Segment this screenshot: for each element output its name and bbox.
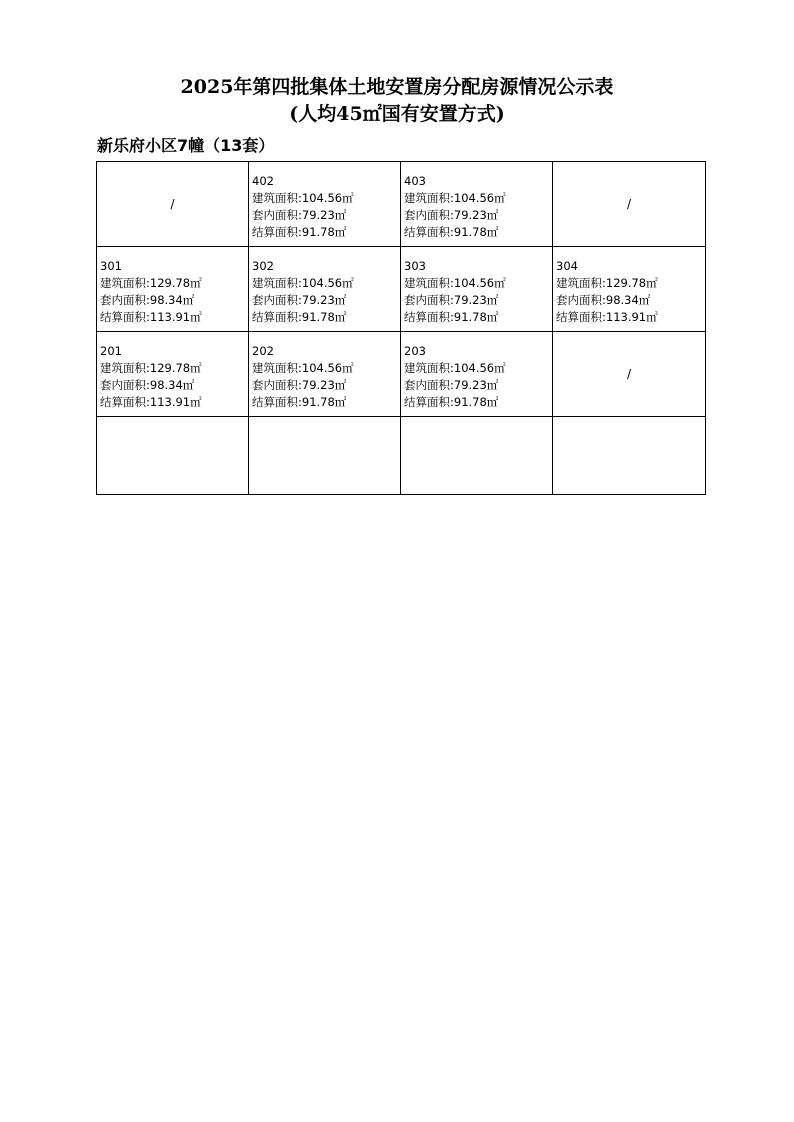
settlement-area-label: 结算面积: — [252, 310, 302, 324]
unit-cell — [401, 247, 553, 332]
unit-number: 402 — [252, 174, 274, 188]
inner-area-label: 套内面积: — [100, 378, 150, 392]
inner-area-label: 套内面积: — [252, 208, 302, 222]
settlement-area-line — [404, 394, 550, 411]
building-area-value: 129.78㎡ — [149, 361, 202, 375]
building-area-line — [404, 275, 550, 292]
building-area-value: 104.56㎡ — [301, 361, 354, 375]
building-area-line — [100, 275, 246, 292]
settlement-area-line — [556, 309, 703, 326]
settlement-area-label: 结算面积: — [404, 225, 454, 239]
slash-mark: / — [626, 196, 632, 211]
unit-cell — [249, 332, 401, 417]
settlement-area-line — [404, 309, 550, 326]
building-area-label: 建筑面积: — [252, 361, 302, 375]
settlement-area-value: 91.78㎡ — [453, 225, 499, 239]
unit-cell — [97, 247, 249, 332]
building-area-value: 104.56㎡ — [301, 276, 354, 290]
unit-cell — [249, 247, 401, 332]
settlement-area-value: 91.78㎡ — [301, 395, 347, 409]
unavailable-cell — [553, 332, 706, 417]
unit-number: 304 — [556, 259, 578, 273]
settlement-area-label: 结算面积: — [252, 225, 302, 239]
unit-cell — [97, 332, 249, 417]
inner-area-label: 套内面积: — [100, 293, 150, 307]
unit-number: 301 — [100, 259, 122, 273]
building-area-value: 104.56㎡ — [453, 276, 506, 290]
building-area-line — [556, 275, 703, 292]
unit-number: 303 — [404, 259, 426, 273]
inner-area-line — [404, 377, 550, 394]
unit-cell — [553, 247, 706, 332]
inner-area-line — [556, 292, 703, 309]
inner-area-label: 套内面积: — [556, 293, 606, 307]
table-row — [97, 247, 706, 332]
inner-area-line — [252, 207, 398, 224]
building-area-label: 建筑面积: — [404, 191, 454, 205]
settlement-area-value: 113.91㎡ — [149, 310, 202, 324]
inner-area-line — [404, 292, 550, 309]
unavailable-cell — [553, 162, 706, 247]
unit-number: 203 — [404, 344, 426, 358]
settlement-area-label: 结算面积: — [404, 310, 454, 324]
inner-area-value: 79.23㎡ — [453, 208, 499, 222]
table-row — [97, 162, 706, 247]
unit-number: 202 — [252, 344, 274, 358]
inner-area-label: 套内面积: — [252, 293, 302, 307]
unit-number: 403 — [404, 174, 426, 188]
settlement-area-label: 结算面积: — [556, 310, 606, 324]
inner-area-value: 98.34㎡ — [149, 293, 195, 307]
inner-area-label: 套内面积: — [404, 208, 454, 222]
settlement-area-line — [100, 309, 246, 326]
document-subtitle: (人均45㎡国有安置方式) — [289, 103, 505, 125]
unit-cell — [401, 162, 553, 247]
table-row-empty — [97, 417, 706, 495]
inner-area-line — [252, 377, 398, 394]
inner-area-label: 套内面积: — [404, 293, 454, 307]
building-area-label: 建筑面积: — [252, 191, 302, 205]
unit-number: 201 — [100, 344, 122, 358]
slash-mark: / — [626, 366, 632, 381]
inner-area-label: 套内面积: — [252, 378, 302, 392]
building-area-value: 104.56㎡ — [453, 361, 506, 375]
housing-allocation-table — [96, 161, 706, 495]
building-area-value: 129.78㎡ — [149, 276, 202, 290]
unit-number: 302 — [252, 259, 274, 273]
unit-cell — [401, 332, 553, 417]
empty-cell — [401, 417, 553, 495]
settlement-area-line — [252, 394, 398, 411]
building-area-label: 建筑面积: — [100, 276, 150, 290]
settlement-area-line — [252, 224, 398, 241]
settlement-area-label: 结算面积: — [252, 395, 302, 409]
settlement-area-value: 91.78㎡ — [301, 225, 347, 239]
building-area-label: 建筑面积: — [252, 276, 302, 290]
building-area-value: 104.56㎡ — [301, 191, 354, 205]
building-area-label: 建筑面积: — [556, 276, 606, 290]
inner-area-line — [252, 292, 398, 309]
settlement-area-value: 113.91㎡ — [149, 395, 202, 409]
building-label: 新乐府小区7幢（13套） — [97, 136, 275, 155]
empty-cell — [249, 417, 401, 495]
building-area-label: 建筑面积: — [100, 361, 150, 375]
building-area-line — [252, 360, 398, 377]
settlement-area-line — [252, 309, 398, 326]
settlement-area-value: 91.78㎡ — [301, 310, 347, 324]
inner-area-value: 79.23㎡ — [301, 293, 347, 307]
slash-mark: / — [170, 196, 175, 211]
settlement-area-label: 结算面积: — [100, 395, 150, 409]
table-row — [97, 332, 706, 417]
inner-area-value: 79.23㎡ — [453, 378, 499, 392]
inner-area-value: 79.23㎡ — [301, 208, 347, 222]
building-area-line — [252, 275, 398, 292]
settlement-area-label: 结算面积: — [100, 310, 150, 324]
inner-area-line — [100, 292, 246, 309]
inner-area-value: 79.23㎡ — [453, 293, 499, 307]
inner-area-label: 套内面积: — [404, 378, 454, 392]
settlement-area-value: 91.78㎡ — [453, 310, 499, 324]
empty-cell — [553, 417, 706, 495]
inner-area-line — [100, 377, 246, 394]
building-area-line — [100, 360, 246, 377]
table-body — [97, 162, 706, 495]
inner-area-value: 79.23㎡ — [301, 378, 347, 392]
building-area-line — [404, 360, 550, 377]
settlement-area-value: 91.78㎡ — [453, 395, 499, 409]
building-area-value: 104.56㎡ — [453, 191, 506, 205]
inner-area-value: 98.34㎡ — [149, 378, 195, 392]
settlement-area-line — [404, 224, 550, 241]
unit-cell — [249, 162, 401, 247]
inner-area-value: 98.34㎡ — [605, 293, 651, 307]
settlement-area-line — [100, 394, 246, 411]
building-area-line — [404, 190, 550, 207]
unavailable-cell — [97, 162, 249, 247]
settlement-area-value: 113.91㎡ — [605, 310, 658, 324]
inner-area-line — [404, 207, 550, 224]
building-area-label: 建筑面积: — [404, 361, 454, 375]
building-area-value: 129.78㎡ — [605, 276, 658, 290]
building-area-label: 建筑面积: — [404, 276, 454, 290]
document-title: 2025年第四批集体土地安置房分配房源情况公示表 — [180, 76, 614, 98]
settlement-area-label: 结算面积: — [404, 395, 454, 409]
building-area-line — [252, 190, 398, 207]
empty-cell — [97, 417, 249, 495]
